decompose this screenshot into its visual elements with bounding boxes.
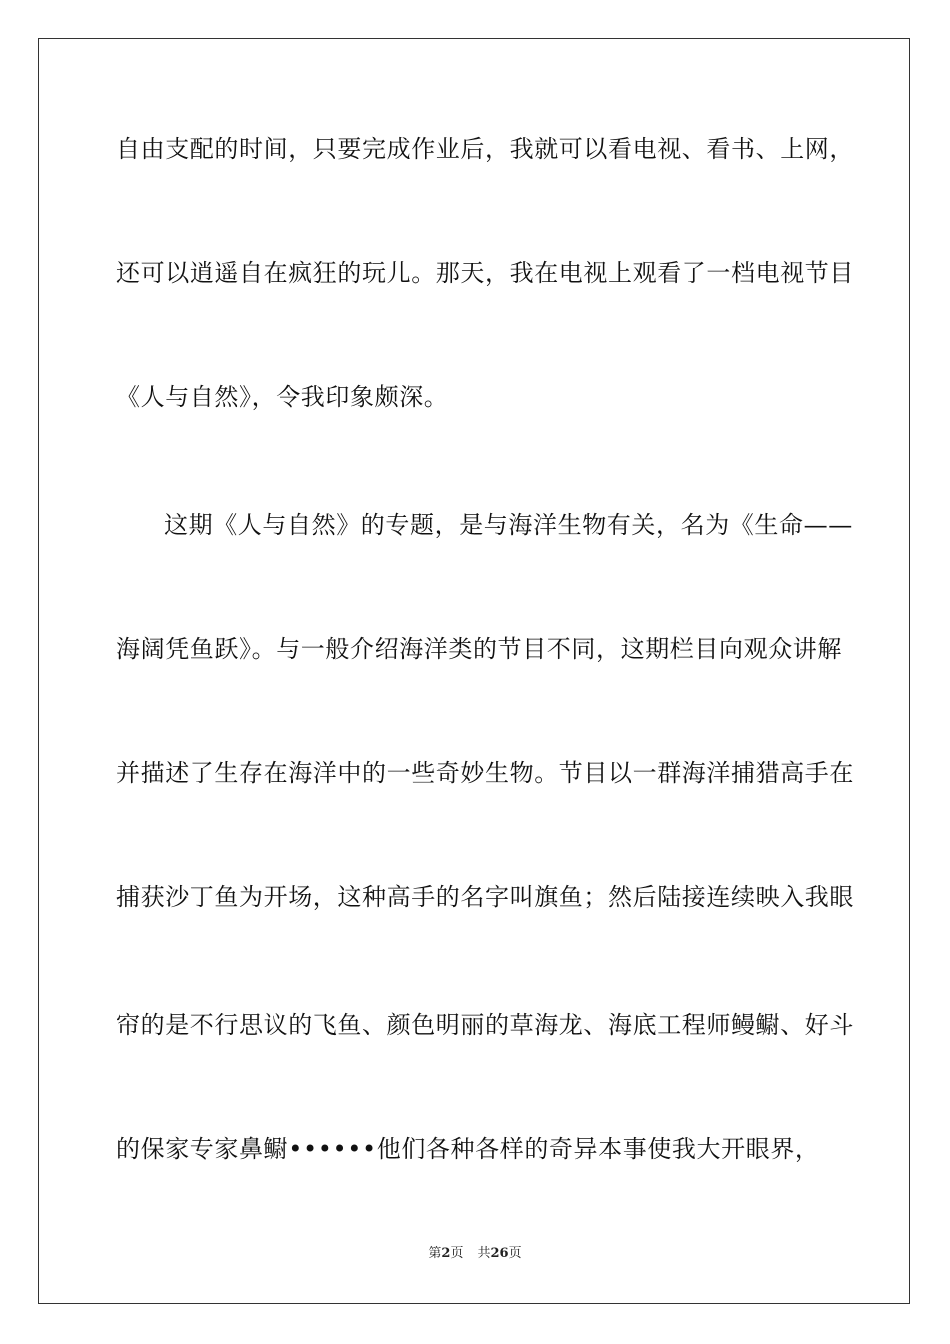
- page-border: [38, 38, 910, 1304]
- page-number: 2: [441, 1246, 451, 1261]
- paragraph-line-8: 帘的是不行思议的飞鱼、颜色明丽的草海龙、海底工程师鳗鳚、好斗: [116, 1011, 854, 1039]
- total-pages: 26: [490, 1246, 509, 1261]
- paragraph-line-4: 这期《人与自然》的专题，是与海洋生物有关，名为《生命——: [164, 511, 853, 539]
- paragraph-line-2: 还可以逍遥自在疯狂的玩儿。那天，我在电视上观看了一档电视节目: [116, 259, 854, 287]
- paragraph-line-9: 的保家专家鼻鳚••••••他们各种各样的奇异本事使我大开眼界，: [116, 1135, 820, 1163]
- page-footer: [0, 1245, 950, 1263]
- paragraph-line-1: 自由支配的时间，只要完成作业后，我就可以看电视、看书、上网，: [116, 135, 854, 163]
- paragraph-line-5: 海阔凭鱼跃》。与一般介绍海洋类的节目不同，这期栏目向观众讲解: [116, 635, 842, 663]
- paragraph-line-3: 《人与自然》，令我印象颇深。: [116, 383, 449, 411]
- paragraph-line-6: 并描述了生存在海洋中的一些奇妙生物。节目以一群海洋捕猎高手在: [116, 759, 854, 787]
- page-prefix: 第: [428, 1246, 442, 1261]
- paragraph-line-7: 捕获沙丁鱼为开场，这种高手的名字叫旗鱼；然后陆接连续映入我眼: [116, 883, 854, 911]
- total-prefix: 共: [477, 1246, 491, 1261]
- page-suffix: 页: [450, 1246, 464, 1261]
- total-suffix: 页: [508, 1246, 522, 1261]
